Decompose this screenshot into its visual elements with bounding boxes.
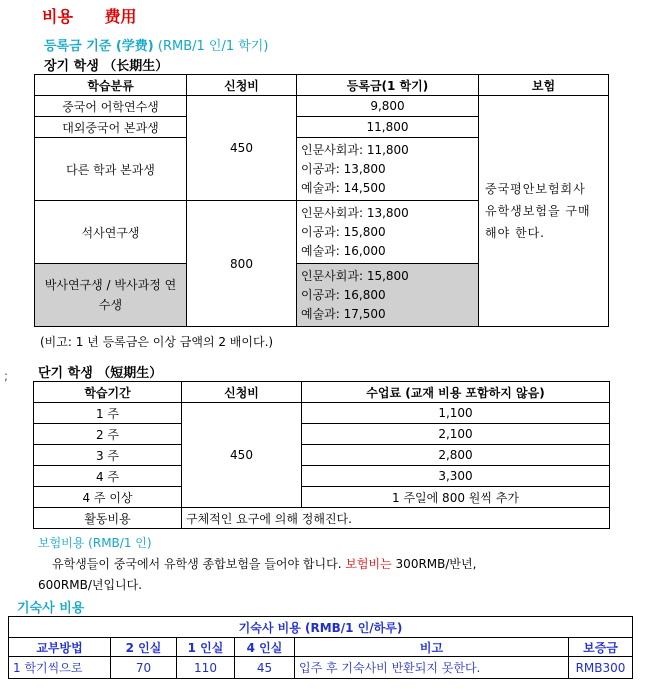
deposit-cell: RMB300: [569, 657, 633, 679]
category-cell: 다른 학과 본과생: [35, 138, 187, 201]
header-tuition: 수업료 (교재 비용 포함하지 않음): [302, 382, 610, 403]
header-period: 학습기간: [34, 382, 182, 403]
double-room-cell: 70: [111, 657, 177, 679]
fee-cell: 1 주일에 800 원씩 추가: [302, 487, 610, 508]
fee-line: 인문사회과: 15,800: [301, 268, 409, 283]
tuition-cell: 9,800: [297, 96, 479, 117]
application-fee-cell: 800: [187, 201, 297, 327]
long-term-heading: 장기 학생 （长期生）: [44, 59, 169, 74]
single-room-cell: 110: [177, 657, 235, 679]
period-cell: 3 주: [34, 445, 182, 466]
header-payment-method: 교부방법: [9, 638, 111, 657]
title-chinese: 费用: [104, 7, 137, 26]
header-category: 학습분류: [35, 75, 187, 96]
tuition-cell: [297, 264, 479, 327]
tuition-heading-text: 등록금 기준 (学费): [44, 39, 154, 54]
period-cell: 1 주: [34, 403, 182, 424]
tuition-cell: [297, 201, 479, 264]
fee-line: 예술과: 14,500: [301, 180, 386, 195]
header-tuition: 등록금(1 학기): [297, 75, 479, 96]
dorm-table: [8, 616, 633, 679]
stray-mark: ;: [4, 369, 9, 383]
note-cell: 입주 후 기숙사비 반환되지 못한다.: [295, 657, 569, 679]
header-application-fee: 신청비: [187, 75, 297, 96]
fee-line: 예술과: 17,500: [301, 306, 386, 321]
insurance-text-price: 300RMB/반년,: [395, 557, 477, 571]
short-term-heading: 단기 학생 （短期生）: [38, 366, 163, 381]
short-term-table: [33, 381, 610, 529]
period-cell: 4 주: [34, 466, 182, 487]
payment-method-cell: 1 학기씩으로: [9, 657, 111, 679]
header-deposit: 보증금: [569, 638, 633, 657]
category-cell: 중국어 어학연수생: [35, 96, 187, 117]
header-single-room: 1 인실: [177, 638, 235, 657]
fee-line: 예술과: 16,000: [301, 243, 386, 258]
period-cell: 2 주: [34, 424, 182, 445]
fee-cell: 2,100: [302, 424, 610, 445]
tuition-unit: (RMB/1 인/1 학기): [157, 39, 269, 54]
header-application-fee: 신청비: [182, 382, 302, 403]
header-note: 비고: [295, 638, 569, 657]
category-cell: 석사연구생: [35, 201, 187, 264]
category-cell: 박사연구생 / 박사과정 연수생: [35, 264, 187, 327]
tuition-cell: 11,800: [297, 117, 479, 138]
insurance-text-line2: 600RMB/년입니다.: [38, 578, 143, 592]
insurance-text-highlight: 보험비는: [345, 557, 392, 571]
page-title: [42, 4, 137, 27]
fee-cell: 2,800: [302, 445, 610, 466]
insurance-text: [38, 554, 608, 596]
fee-line: 이공과: 13,800: [301, 161, 386, 176]
title-korean: 비용: [42, 7, 73, 26]
activity-label-cell: 활동비용: [34, 508, 182, 529]
tuition-heading: [44, 35, 268, 54]
insurance-text-main: 유학생들이 중국에서 유학생 종합보험을 들어야 합니다.: [52, 557, 342, 571]
header-insurance: 보험: [479, 75, 609, 96]
activity-value-cell: 구체적인 요구에 의해 정해진다.: [182, 508, 610, 529]
fee-line: 이공과: 15,800: [301, 224, 386, 239]
fee-line: 이공과: 16,800: [301, 287, 386, 302]
dorm-heading: 기숙사 비용: [17, 601, 85, 616]
header-quad-room: 4 인실: [235, 638, 295, 657]
fee-cell: 1,100: [302, 403, 610, 424]
category-cell: 대외중국어 본과생: [35, 117, 187, 138]
insurance-heading: 보험비용 (RMB/1 인): [38, 536, 152, 550]
fee-cell: 3,300: [302, 466, 610, 487]
application-fee-cell: 450: [182, 403, 302, 508]
fee-line: 인문사회과: 13,800: [301, 205, 409, 220]
long-term-table: [34, 74, 609, 327]
fee-line: 인문사회과: 11,800: [301, 142, 409, 157]
header-double-room: 2 인실: [111, 638, 177, 657]
insurance-cell: 중국평안보험회사 유학생보험을 구매해야 한다.: [479, 96, 609, 327]
long-term-note: (비고: 1 년 등록금은 이상 금액의 2 배이다.): [40, 335, 274, 349]
tuition-cell: [297, 138, 479, 201]
dorm-table-title: 기숙사 비용 (RMB/1 인/하루): [9, 617, 633, 638]
period-cell: 4 주 이상: [34, 487, 182, 508]
application-fee-cell: 450: [187, 96, 297, 201]
quad-room-cell: 45: [235, 657, 295, 679]
